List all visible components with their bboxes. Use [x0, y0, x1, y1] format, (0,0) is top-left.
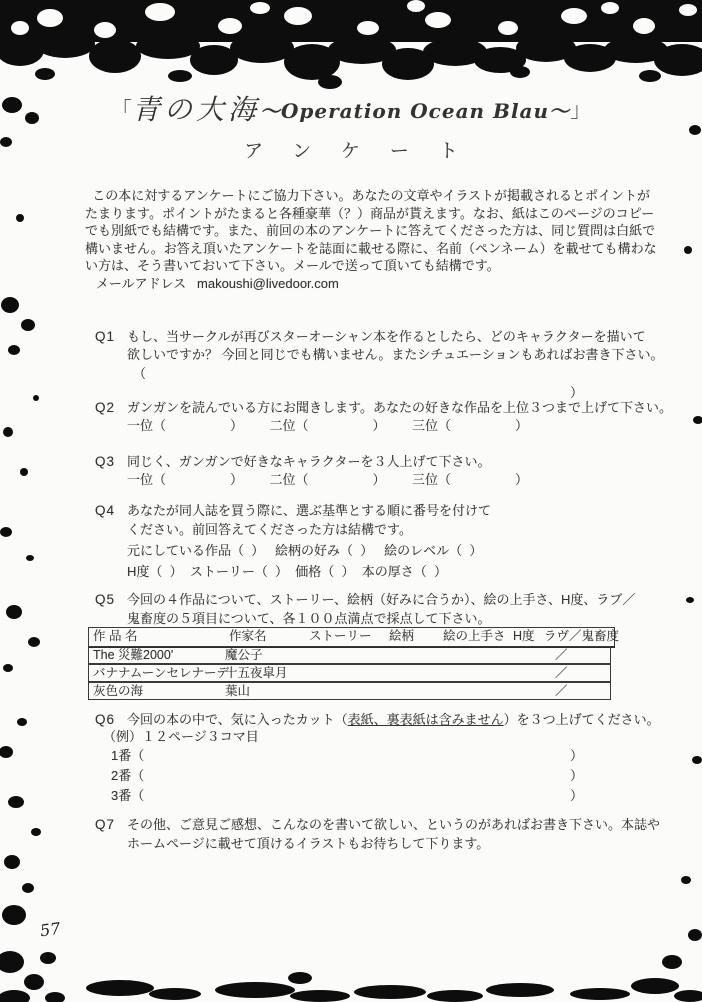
rank-close-label: ）: [514, 472, 528, 487]
intro-line: たまります。ポイントがたまると各種豪華（？）商品が貰えます。なお、紙はこのページのコピー: [85, 205, 655, 221]
question-1-text: もし、当サークルが再びスターオーシャン本を作るとしたら、どのキャラクターを描いて: [127, 329, 646, 344]
col-header-story: ストーリー: [309, 629, 372, 643]
work-author: 魔公子: [225, 648, 263, 662]
work-author: 葉山: [225, 684, 251, 698]
toner-holes: [11, 0, 697, 38]
rank-second: [269, 472, 385, 487]
question-6-example: （例）１２ページ３コマ目: [103, 729, 259, 744]
answer-close-paren: ）: [570, 748, 584, 763]
question-3: [95, 453, 615, 493]
work-title: 灰色の海: [93, 684, 144, 698]
question-4-criteria-row: 元にしている作品（ ） 絵柄の好み（ ） 絵のレベル（ ）: [127, 543, 483, 558]
score-table: [88, 627, 620, 701]
question-6-label: Q6: [95, 712, 116, 727]
work-author: 十五夜皐月: [225, 666, 288, 680]
question-2-rank-row: [127, 417, 550, 435]
question-5: [95, 591, 636, 631]
question-1-text: 欲しいですか？ 今回と同じでも構いません。またシチュエーションもあればお書き下さい。: [127, 347, 664, 362]
col-header-work-title: 作 品 名: [93, 629, 138, 643]
rank-open-label: 一位（: [127, 472, 167, 487]
rank-close-label: ）: [230, 418, 244, 433]
question-2-label: Q2: [95, 400, 116, 415]
col-header-art-skill: 絵の上手さ: [443, 629, 506, 643]
rank-open-label: 三位（: [411, 472, 451, 487]
score-slash: ／: [555, 648, 568, 662]
rank-close-label: ）: [514, 418, 528, 433]
question-4-text: あなたが同人誌を買う際に、選ぶ基準とする順に番号を付けて: [127, 503, 492, 518]
question-5-text: 鬼畜度の５項目について、各１００点満点で採点して下さい。: [127, 611, 491, 626]
rank-third: [412, 418, 528, 433]
q6-text-pre: 今回の本の中で、気に入ったカット（: [127, 712, 348, 727]
rank-first: [127, 472, 243, 487]
q6-text-post: ）を３つ上げてください。: [503, 712, 660, 727]
question-2-text: ガンガンを読んでいる方にお聞きします。あなたの好きな作品を上位３つまで上げて下さい。: [127, 400, 672, 415]
questionnaire-heading: [0, 136, 702, 163]
intro-paragraph: [85, 187, 657, 293]
intro-line: い方は、そう書いておいて下さい。メールで送って頂いても結構です。: [85, 258, 500, 274]
col-header-h-level: H度: [513, 629, 535, 643]
rank-third: [412, 472, 528, 487]
table-row: [88, 664, 611, 682]
rank-first: [127, 418, 243, 433]
question-4: [95, 502, 615, 582]
question-3-label: Q3: [95, 454, 116, 469]
questionnaire-heading-text: アンケート: [244, 141, 488, 162]
intro-line: でも別紙でも結構です。また、前回の本のアンケートに答えてくださった方は、同じ質問は白紙で: [85, 223, 656, 239]
question-2: [95, 399, 672, 439]
question-6-text: [127, 711, 660, 729]
rank-close-label: ）: [372, 418, 386, 433]
rank-open-label: 二位（: [269, 418, 309, 433]
intro-line: この本に対するアンケートにご協力下さい。あなたの文章やイラストが掲載されるとポイントが: [85, 188, 651, 203]
score-slash: ／: [555, 684, 568, 698]
rank-second: [269, 418, 385, 433]
col-header-love-kichiku: ラヴ／鬼畜度: [544, 629, 620, 643]
intro-line: 構いません。お答え頂いたアンケートを誌面に載せる際に、名前（ペンネーム）を載せても構わな: [85, 240, 657, 256]
work-title: バナナムーンセレナーデ: [93, 666, 230, 680]
page-number: 57: [38, 918, 62, 941]
col-header-art-style: 絵柄: [389, 629, 415, 643]
question-7-label: Q7: [95, 817, 116, 832]
title-script-text: ～Operation Ocean Blau～: [259, 99, 571, 123]
table-row: [88, 646, 611, 664]
answer-open-paren: （: [133, 366, 147, 381]
score-slash: ／: [555, 666, 568, 680]
question-7-text: その他、ご意見ご感想、こんなのを書いて欲しい、というのがあればお書き下さい。本誌や: [127, 817, 661, 832]
rank-open-label: 三位（: [411, 418, 451, 433]
rank-open-label: 二位（: [269, 472, 309, 487]
cut-answer-1: 1番（: [111, 748, 145, 763]
answer-close-paren: ）: [570, 385, 584, 400]
q6-text-underlined: 表紙、裏表紙は含みません: [347, 712, 504, 727]
work-title: The 災難2000': [93, 648, 174, 662]
cut-answer-2: 2番（: [111, 768, 145, 783]
rank-close-label: ）: [372, 472, 386, 487]
question-5-label: Q5: [95, 592, 116, 607]
question-4-label: Q4: [95, 503, 116, 518]
question-1: [95, 328, 664, 404]
answer-close-paren: ）: [570, 768, 584, 783]
title-open-bracket: 「: [110, 98, 132, 122]
rank-close-label: ）: [230, 472, 244, 487]
score-table-header-row: [88, 627, 620, 648]
title-close-bracket: 」: [570, 98, 592, 122]
table-row: [88, 682, 611, 700]
question-4-criteria-row: H度（ ） ストーリー（ ） 価格（ ） 本の厚さ（ ）: [127, 564, 447, 579]
question-6: [95, 711, 660, 811]
question-3-text: 同じく、ガンガンで好きなキャラクターを３人上げて下さい。: [127, 454, 491, 469]
question-7-text: ホームページに載せて頂けるイラストもお待ちして下ります。: [127, 836, 490, 851]
question-3-rank-row: [127, 471, 550, 489]
question-5-text: 今回の４作品について、ストーリー、絵柄（好みに合うか）、絵の上手さ、H度、ラブ／: [127, 592, 636, 607]
question-7: [95, 816, 661, 856]
book-title: [0, 88, 702, 128]
answer-close-paren: ）: [570, 788, 584, 803]
cut-answer-3: 3番（: [111, 788, 145, 803]
rank-open-label: 一位（: [127, 418, 167, 433]
question-1-label: Q1: [95, 329, 116, 344]
col-header-author: 作家名: [229, 629, 267, 643]
question-4-text: ください。前回答えてくださった方は結構です。: [127, 522, 412, 537]
title-main-text: 青の大海: [131, 93, 260, 126]
email-address-line: メールアドレス makoushi@livedoor.com: [85, 275, 339, 291]
